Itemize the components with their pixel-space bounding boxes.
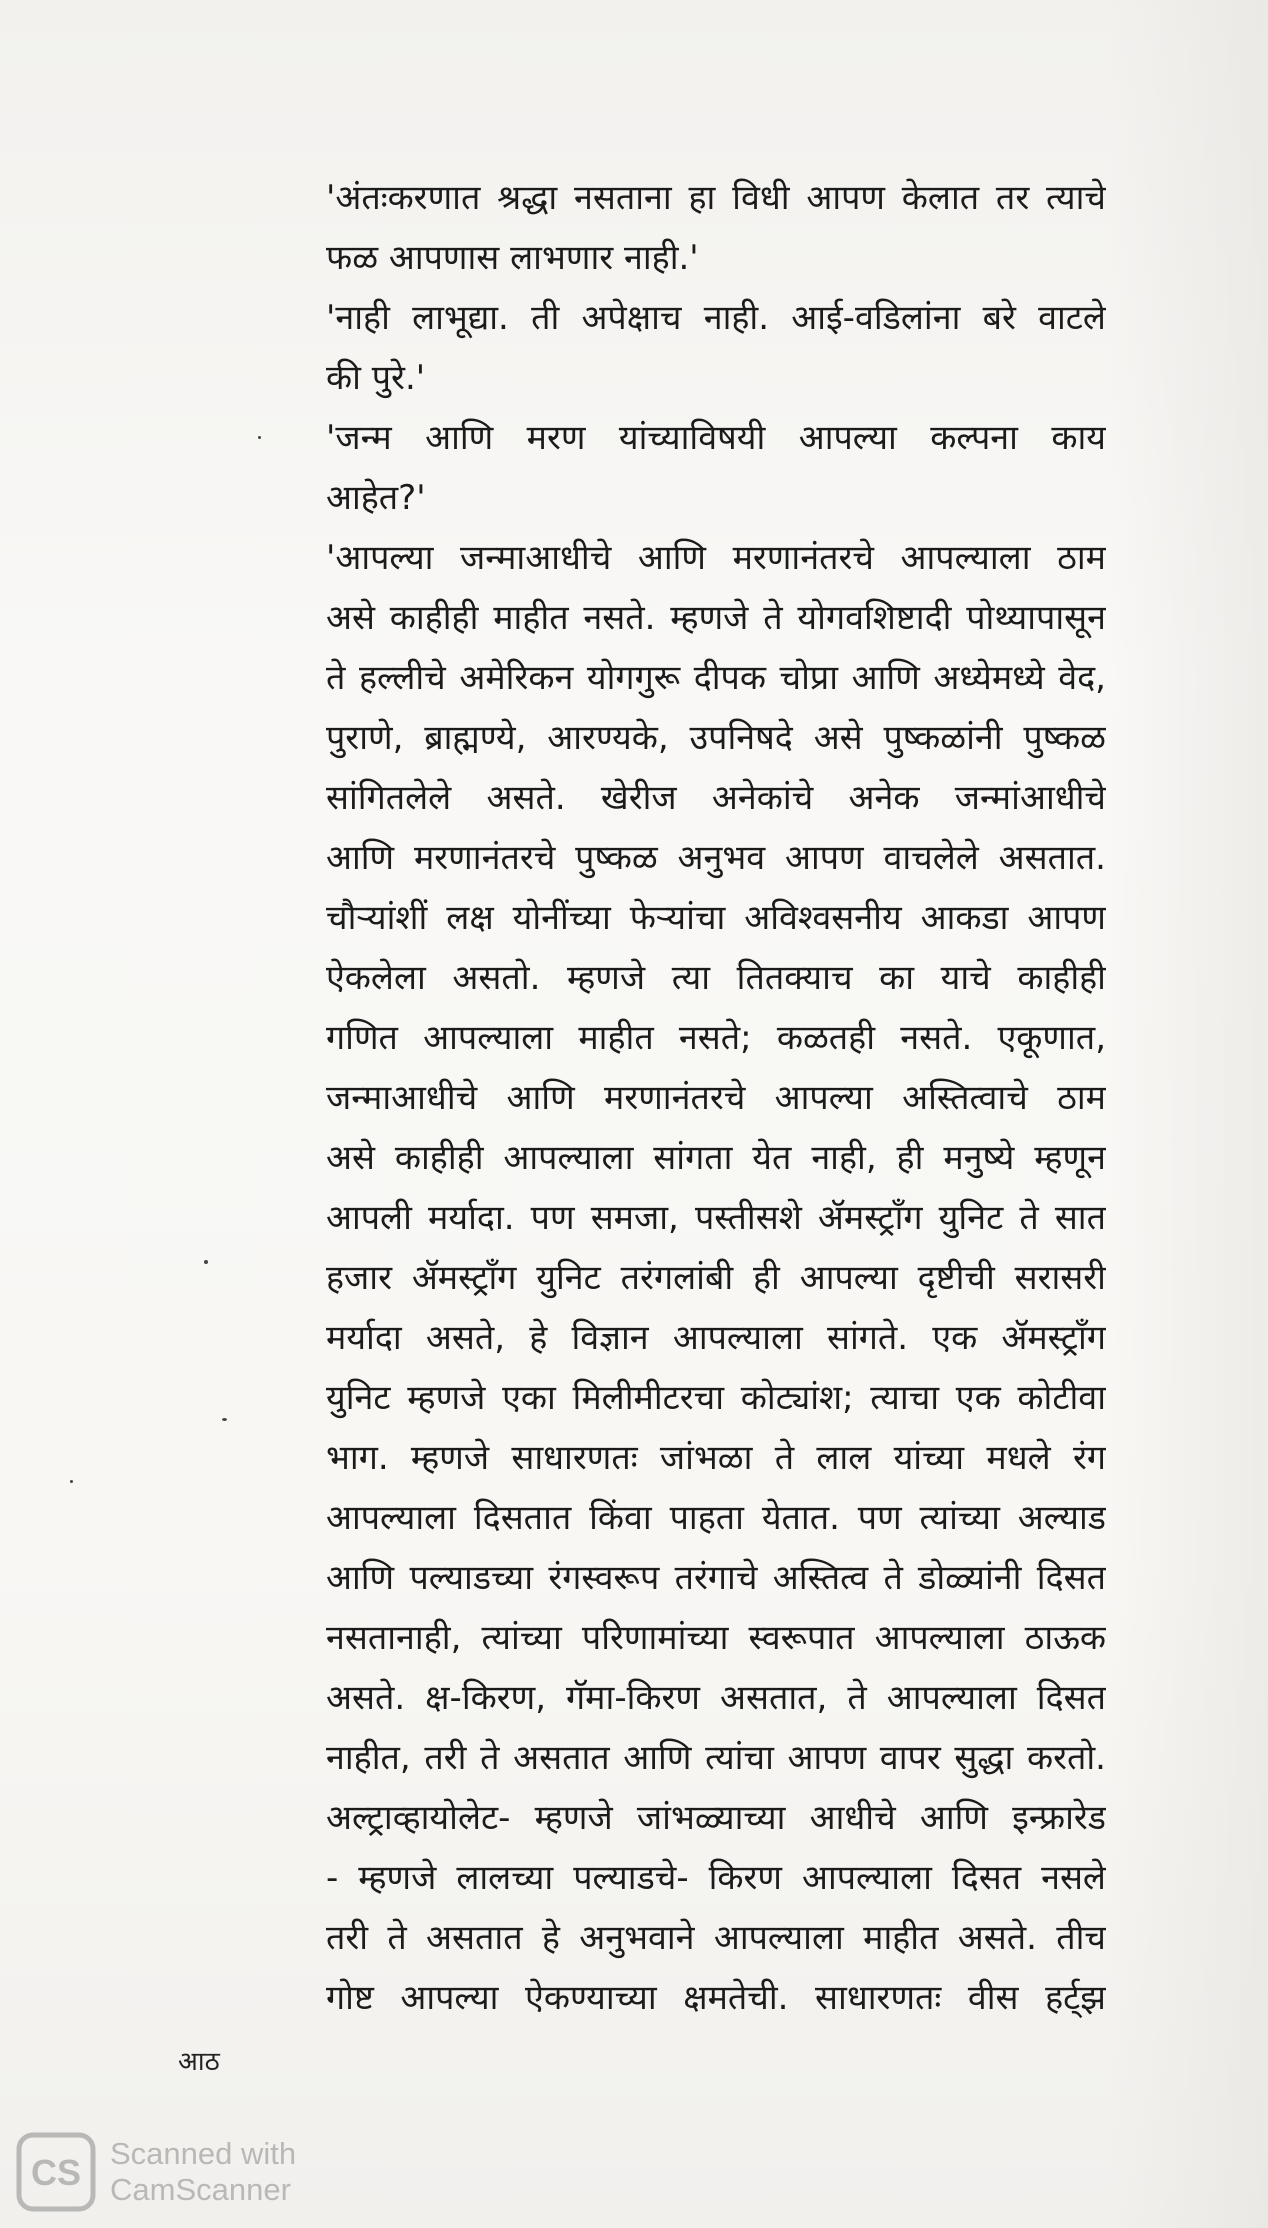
text-line: ऐकलेला असतो. म्हणजे त्या तितक्याच का याचे काहीही bbox=[326, 958, 1106, 998]
text-line: मर्यादा असते, हे विज्ञान आपल्याला सांगते. एक ॲमस्ट्रॉंग bbox=[326, 1318, 1106, 1358]
text-line: नसतानाही, त्यांच्या परिणामांच्या स्वरूपात आपल्याला ठाऊक bbox=[326, 1618, 1106, 1658]
camscanner-logo-icon bbox=[16, 2132, 96, 2212]
text-line: गोष्ट आपल्या ऐकण्याच्या क्षमतेची. साधारणतः वीस हर्ट्झ bbox=[326, 1978, 1106, 2018]
text-line: 'आपल्या जन्माआधीचे आणि मरणानंतरचे आपल्याला ठाम bbox=[326, 538, 1106, 578]
watermark-text bbox=[110, 2136, 296, 2208]
text-line: आपल्याला दिसतात किंवा पाहता येतात. पण त्यांच्या अल्याड bbox=[326, 1498, 1106, 1538]
text-line: भाग. म्हणजे साधारणतः जांभळा ते लाल यांच्या मधले रंग bbox=[326, 1438, 1106, 1478]
text-line: - म्हणजे लालच्या पल्याडचे- किरण आपल्याला दिसत नसले bbox=[326, 1858, 1106, 1898]
camscanner-watermark bbox=[16, 2132, 296, 2212]
text-line: असे काहीही आपल्याला सांगता येत नाही, ही मनुष्ये म्हणून bbox=[326, 1138, 1106, 1178]
text-line: जन्माआधीचे आणि मरणानंतरचे आपल्या अस्तित्वाचे ठाम bbox=[326, 1078, 1106, 1118]
text-line: अल्ट्राव्हायोलेट- म्हणजे जांभळ्याच्या आधीचे आणि इन्फ्रारेड bbox=[326, 1798, 1106, 1838]
text-line: सांगितलेले असते. खेरीज अनेकांचे अनेक जन्मांआधीचे bbox=[326, 778, 1106, 818]
scan-speck bbox=[70, 1480, 73, 1483]
text-line: असते. क्ष-किरण, गॅमा-किरण असतात, ते आपल्याला दिसत bbox=[326, 1678, 1106, 1718]
text-line: 'जन्म आणि मरण यांच्याविषयी आपल्या कल्पना काय bbox=[326, 418, 1106, 458]
text-line: चौऱ्यांशीं लक्ष योनींच्या फेऱ्यांचा अविश्वसनीय आकडा आपण bbox=[326, 898, 1106, 938]
text-line: नाहीत, तरी ते असतात आणि त्यांचा आपण वापर सुद्धा करतो. bbox=[326, 1738, 1106, 1778]
watermark-line-1: Scanned with bbox=[110, 2136, 297, 2171]
text-line: आपली मर्यादा. पण समजा, पस्तीसशे ॲमस्ट्रॉंग युनिट ते सात bbox=[326, 1198, 1106, 1238]
text-line: की पुरे.' bbox=[326, 358, 426, 398]
body-text bbox=[326, 168, 1106, 2028]
text-line: फळ आपणास लाभणार नाही.' bbox=[326, 238, 699, 278]
text-line: 'अंतःकरणात श्रद्धा नसताना हा विधी आपण केलात तर त्याचे bbox=[326, 178, 1106, 218]
watermark-line-2: CamScanner bbox=[110, 2172, 291, 2207]
text-line: ते हल्लीचे अमेरिकन योगगुरू दीपक चोप्रा आणि अध्येमध्ये वेद, bbox=[326, 658, 1106, 698]
text-line: गणित आपल्याला माहीत नसते; कळतही नसते. एकूणात, bbox=[326, 1018, 1106, 1058]
text-line: आहेत?' bbox=[326, 478, 426, 518]
text-line: हजार ॲमस्ट्रॉंग युनिट तरंगलांबी ही आपल्या दृष्टीची सरासरी bbox=[326, 1258, 1106, 1298]
scan-speck bbox=[258, 436, 261, 439]
logo-text: CS bbox=[30, 2152, 82, 2193]
scan-speck bbox=[222, 1418, 227, 1421]
scan-speck bbox=[204, 1260, 208, 1264]
text-line: आणि मरणानंतरचे पुष्कळ अनुभव आपण वाचलेले असतात. bbox=[326, 838, 1106, 878]
text-line: असे काहीही माहीत नसते. म्हणजे ते योगवशिष्टादी पोथ्यापासून bbox=[326, 598, 1106, 638]
text-line: 'नाही लाभूद्या. ती अपेक्षाच नाही. आई-वडिलांना बरे वाटले bbox=[326, 298, 1106, 338]
text-line: तरी ते असतात हे अनुभवाने आपल्याला माहीत असते. तीच bbox=[326, 1918, 1106, 1958]
text-line: आणि पल्याडच्या रंगस्वरूप तरंगाचे अस्तित्व ते डोळ्यांनी दिसत bbox=[326, 1558, 1106, 1598]
page-number: आठ bbox=[178, 2047, 220, 2077]
text-line: युनिट म्हणजे एका मिलीमीटरचा कोट्यांश; त्याचा एक कोटीवा bbox=[326, 1378, 1106, 1418]
text-line: पुराणे, ब्राह्मण्ये, आरण्यके, उपनिषदे असे पुष्कळांनी पुष्कळ bbox=[326, 718, 1106, 758]
